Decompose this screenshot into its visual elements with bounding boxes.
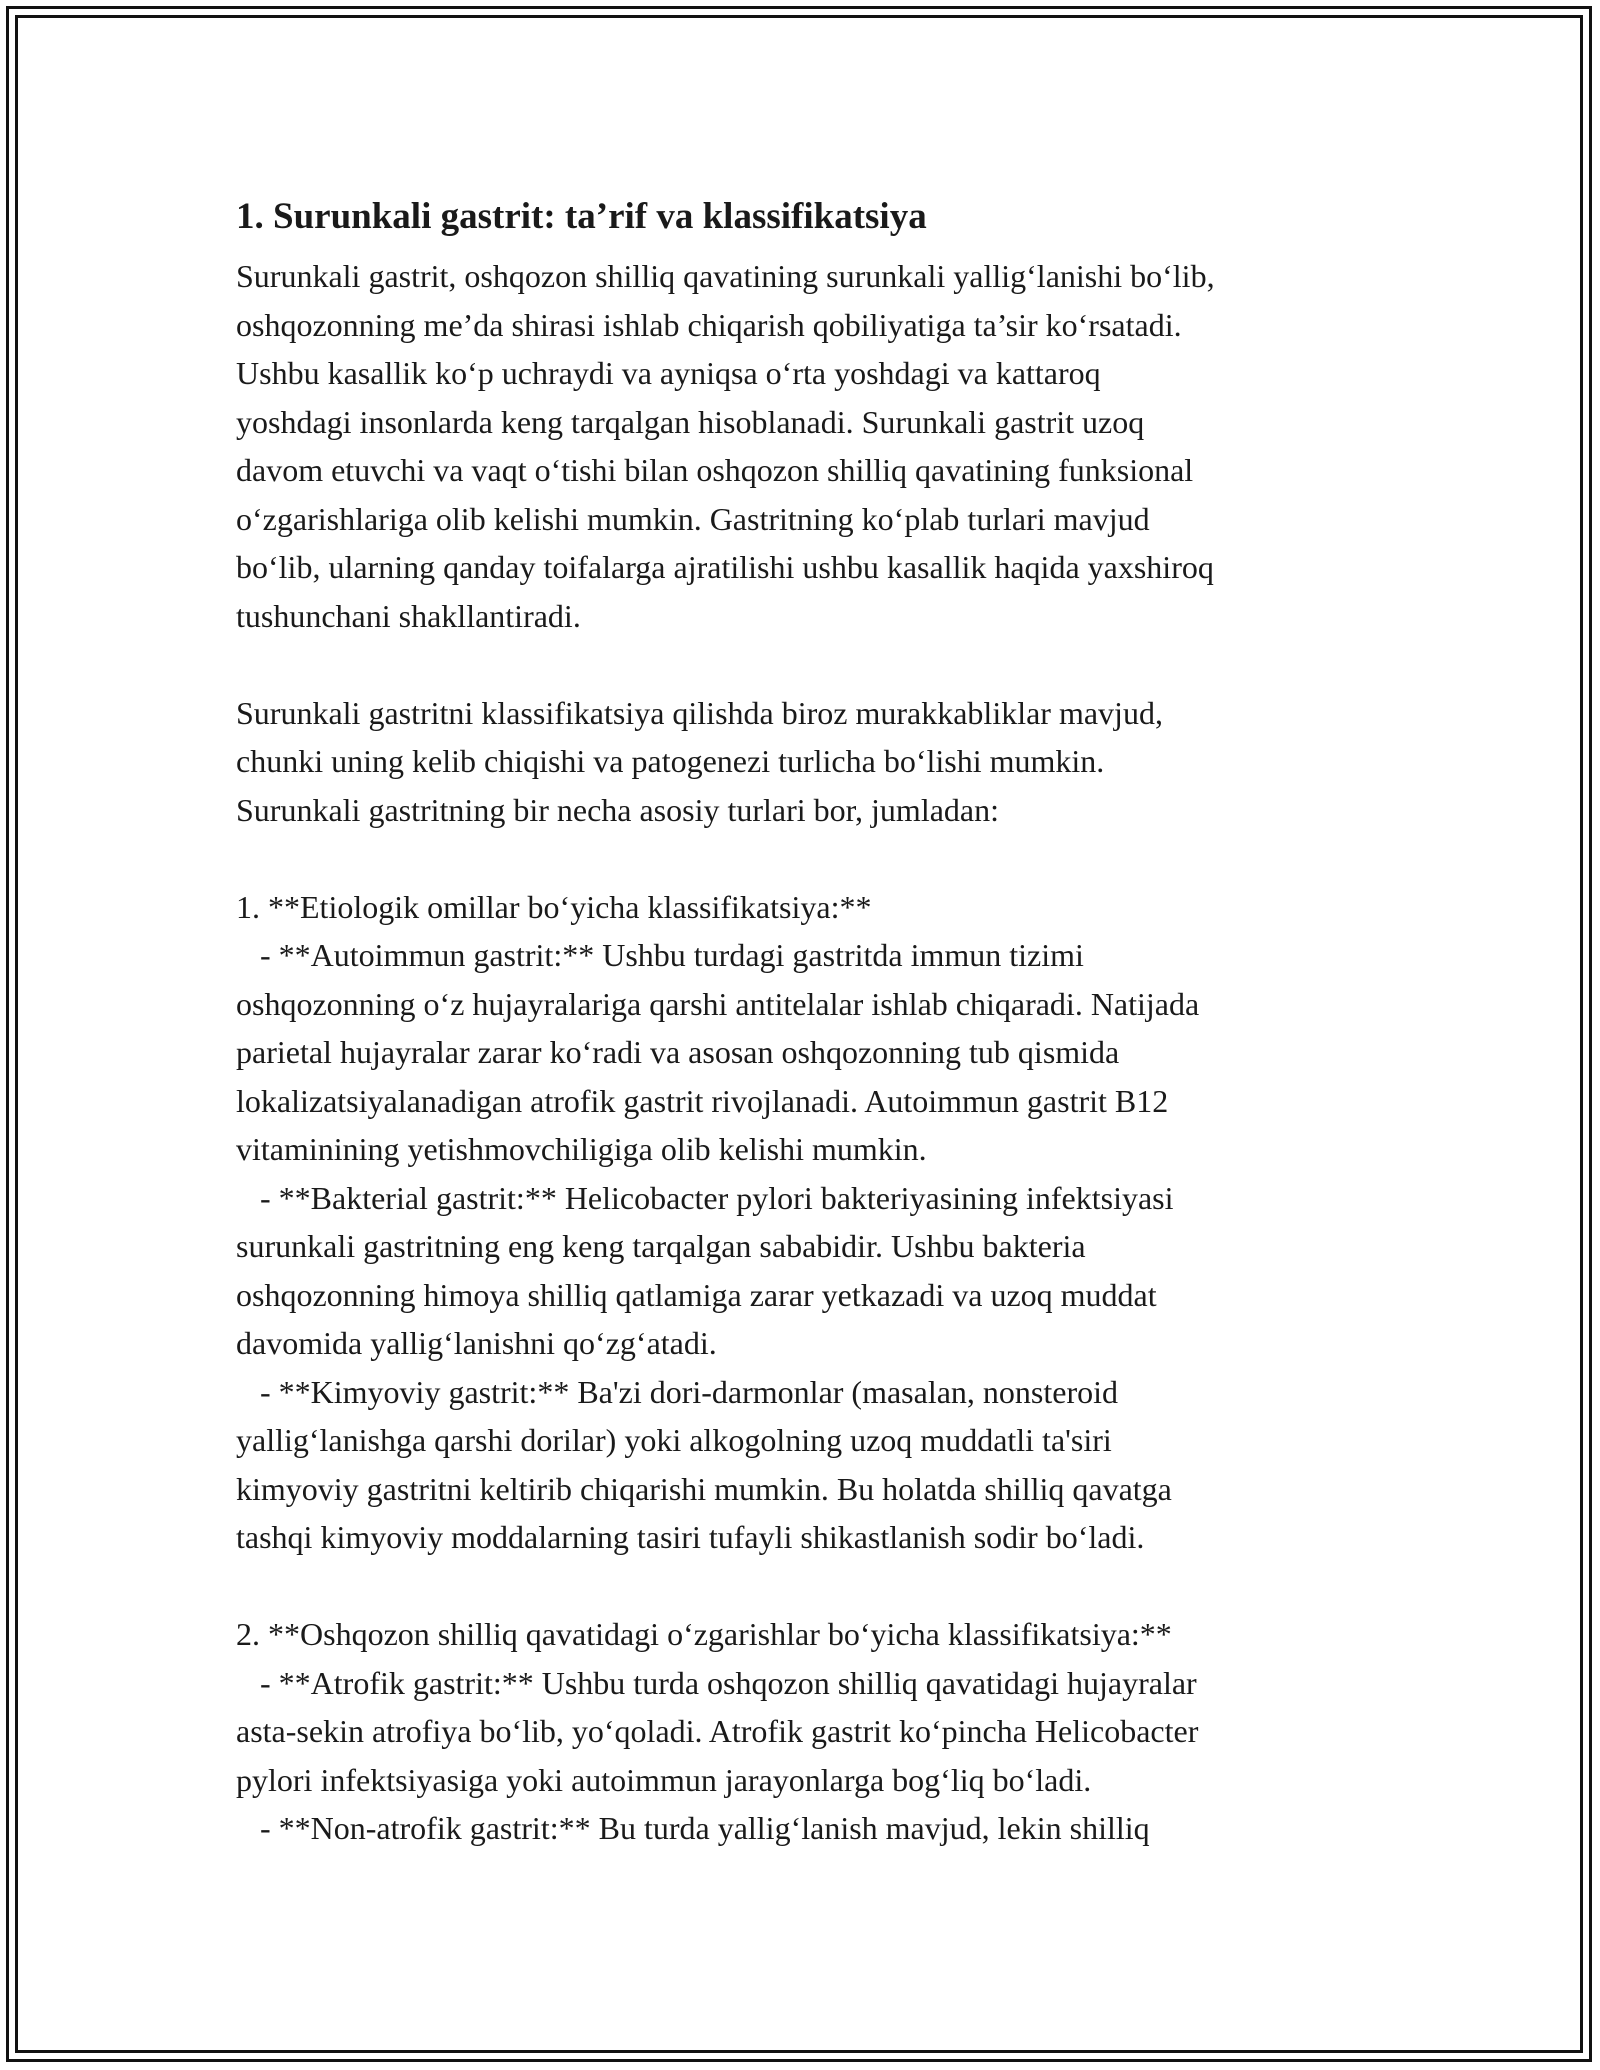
text-line: yoshdagi insonlarda keng tarqalgan hisoblanadi. Surunkali gastrit uzoq [236,403,1145,440]
blank-line [236,1562,1386,1611]
text-line: vitaminining yetishmovchiligiga olib kelishi mumkin. [236,1131,927,1167]
text-line: bo‘lib, ularning qanday toifalarga ajratilishi ushbu kasallik haqida yaxshiroq [236,549,1214,585]
text-line: asta-sekin atrofiya bo‘lib, yo‘qoladi. Atrofik gastrit ko‘pincha Helicobacter [236,1713,1199,1749]
text-line: chunki uning kelib chiqishi va patogenezi turlicha bo‘lishi mumkin. [236,743,1105,779]
text-line: Ushbu kasallik ko‘p uchraydi va ayniqsa o‘rta yoshdagi va kattaroq [236,355,1101,391]
text-line: tashqi kimyoviy moddalarning tasiri tufayli shikastlanish sodir bo‘ladi. [236,1519,1145,1555]
text-line: o‘zgarishlariga olib kelishi mumkin. Gastritning ko‘plab turlari mavjud [236,500,1150,537]
text-line: oshqozonning himoya shilliq qatlamiga zarar yetkazadi va uzoq muddat [236,1276,1157,1313]
text-line: - **Bakterial gastrit:** Helicobacter pylori bakteriyasining infektsiyasi [236,1179,1174,1216]
text-line: oshqozonning me’da shirasi ishlab chiqarish qobiliyatiga ta’sir ko‘rsatadi. [236,306,1182,343]
text-line: pylori infektsiyasiga yoki autoimmun jarayonlarga bog‘liq bo‘ladi. [236,1761,1092,1798]
text-line: 1. **Etiologik omillar bo‘yicha klassifikatsiya:** [236,888,872,925]
text-line: - **Kimyoviy gastrit:** Ba'zi dori-darmonlar (masalan, nonsteroid [236,1373,1119,1410]
text-line: parietal hujayralar zarar ko‘radi va asosan oshqozonning tub qismida [236,1034,1120,1070]
body-text [236,252,1386,1853]
text-line: Surunkali gastrit, oshqozon shilliq qavatining surunkali yallig‘lanishi bo‘lib, [236,258,1215,294]
text-line: kimyoviy gastritni keltirib chiqarishi mumkin. Bu holatda shilliq qavatga [236,1470,1172,1507]
text-line: yallig‘lanishga qarshi dorilar) yoki alkogolning uzoq muddatli ta'siri [236,1422,1112,1458]
text-line: - **Atrofik gastrit:** Ushbu turda oshqozon shilliq qavatidagi hujayralar [236,1664,1197,1701]
text-line: tushunchani shakllantiradi. [236,597,581,634]
document-body [236,194,1386,1853]
blank-line [236,640,1386,689]
text-line: - **Autoimmun gastrit:** Ushbu turdagi gastritda immun tizimi [236,937,1084,973]
text-line: Surunkali gastritning bir necha asosiy turlari bor, jumladan: [236,791,999,828]
text-line: davomida yallig‘lanishni qo‘zg‘atadi. [236,1325,717,1361]
section-heading: 1. Surunkali gastrit: ta’rif va klassifikatsiya [236,196,927,237]
blank-line [236,834,1386,883]
text-line: davom etuvchi va vaqt o‘tishi bilan oshqozon shilliq qavatining funksional [236,452,1194,488]
text-line: Surunkali gastritni klassifikatsiya qilishda biroz murakkabliklar mavjud, [236,694,1163,731]
text-line: surunkali gastritning eng keng tarqalgan sababidir. Ushbu bakteria [236,1228,1086,1264]
text-line: 2. **Oshqozon shilliq qavatidagi o‘zgarishlar bo‘yicha klassifikatsiya:** [236,1616,1172,1652]
text-line: oshqozonning o‘z hujayralariga qarshi antitelalar ishlab chiqaradi. Natijada [236,985,1200,1022]
text-line: lokalizatsiyalanadigan atrofik gastrit rivojlanadi. Autoimmun gastrit B12 [236,1082,1169,1119]
text-line: - **Non-atrofik gastrit:** Bu turda yallig‘lanish mavjud, lekin shilliq [236,1810,1150,1846]
